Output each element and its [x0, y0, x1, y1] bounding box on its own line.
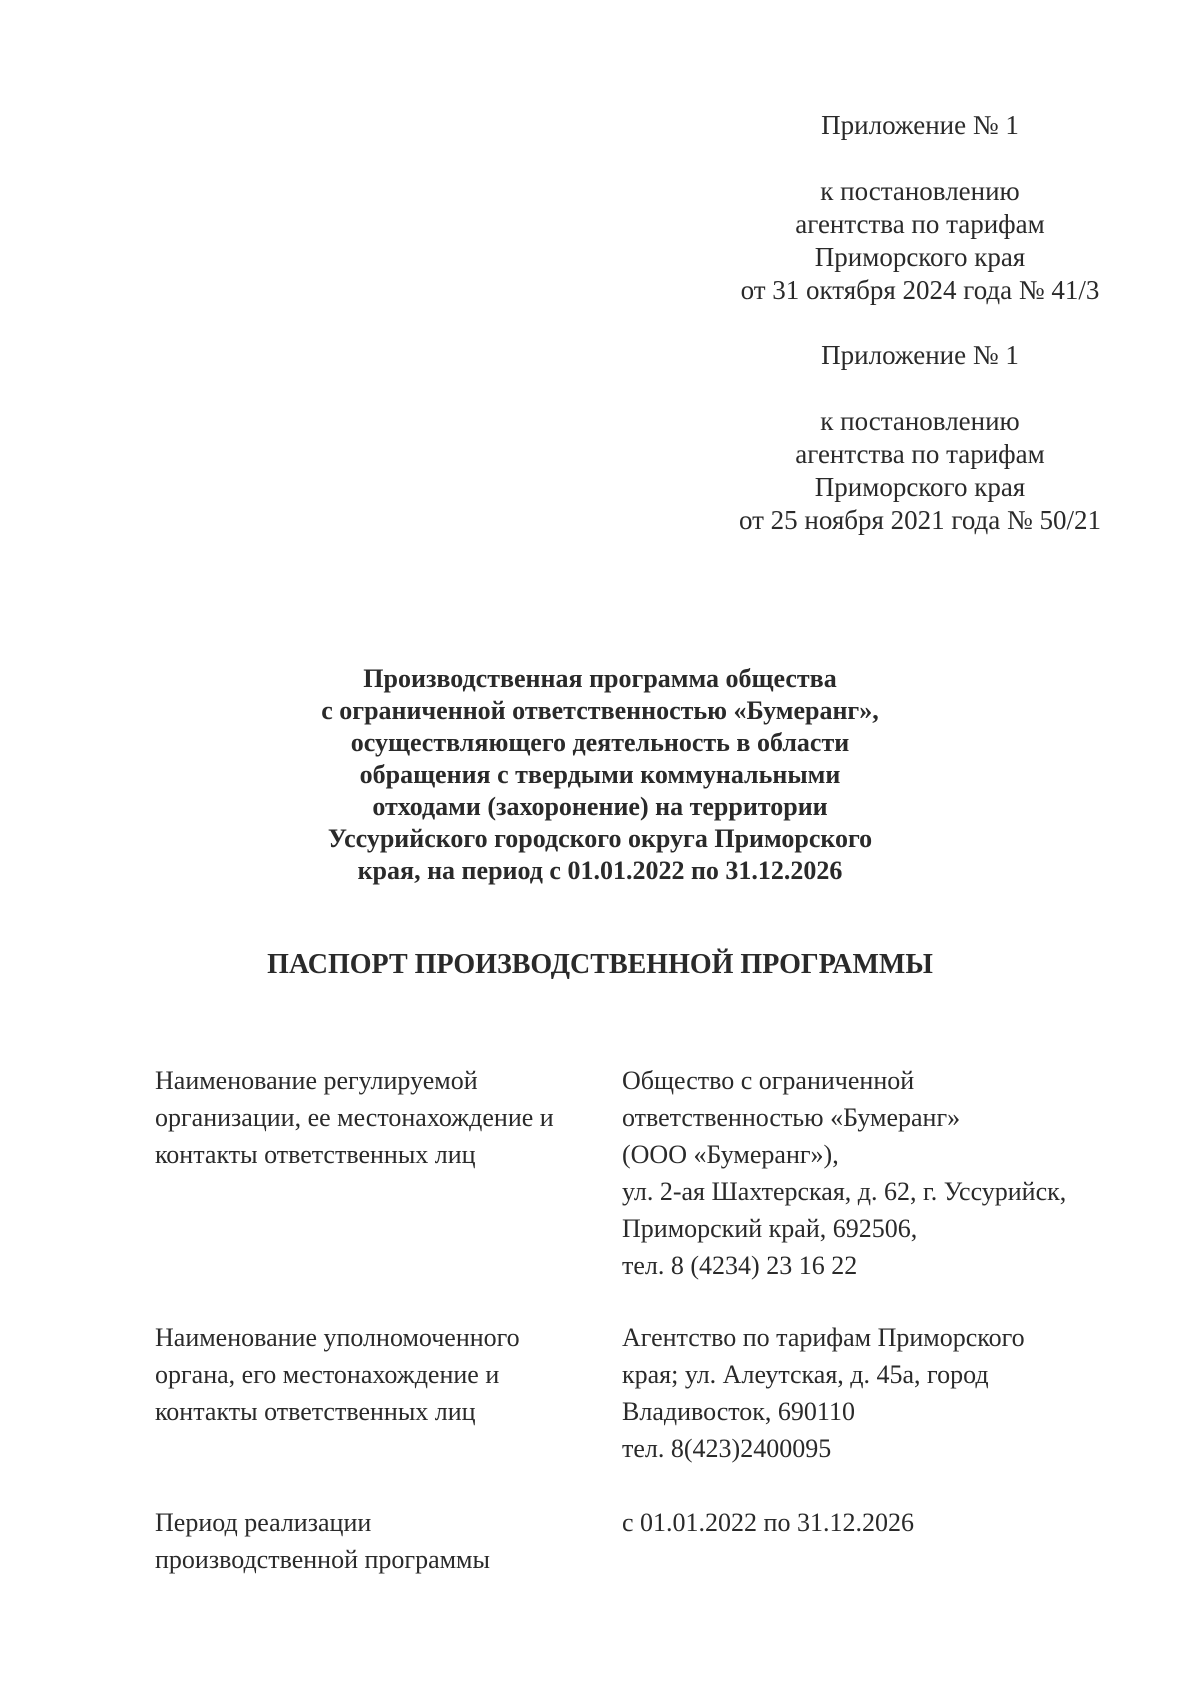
label-line: Период реализации	[155, 1508, 372, 1537]
annex-date-line: от 31 октября 2024 года № 41/3	[740, 275, 1100, 305]
annex-line: к постановлению	[820, 176, 1020, 206]
annex-date-line: от 25 ноября 2021 года № 50/21	[738, 505, 1102, 535]
annex-line: Приморского края	[814, 242, 1026, 272]
passport-row-label	[155, 1504, 615, 1578]
annex-line: агентства по тарифам	[795, 209, 1045, 239]
passport-row-label	[155, 1319, 615, 1430]
program-title-line: Уссурийского городского округа Приморского	[327, 824, 873, 853]
label-line: контакты ответственных лиц	[155, 1397, 476, 1426]
passport-row-label	[155, 1062, 615, 1173]
value-line: тел. 8 (4234) 23 16 22	[622, 1251, 858, 1280]
program-title-line: отходами (захоронение) на территории	[372, 792, 828, 821]
value-line: с 01.01.2022 по 31.12.2026	[622, 1508, 914, 1537]
label-line: Наименование уполномоченного	[155, 1323, 520, 1352]
value-line: Владивосток, 690110	[622, 1397, 855, 1426]
value-line: ответственностью «Бумеранг»	[622, 1103, 961, 1132]
passport-row-value	[622, 1504, 1132, 1541]
annex-block-2024	[720, 109, 1120, 307]
label-line: Наименование регулируемой	[155, 1066, 478, 1095]
label-line: организации, ее местонахождение и	[155, 1103, 554, 1132]
value-line: Агентство по тарифам Приморского	[622, 1323, 1025, 1352]
program-title-line: обращения с твердыми коммунальными	[359, 760, 841, 789]
value-line: тел. 8(423)2400095	[622, 1434, 832, 1463]
program-title-line: осуществляющего деятельность в области	[350, 728, 850, 757]
program-title-line: Производственная программа общества	[363, 664, 837, 693]
value-line: Общество с ограниченной	[622, 1066, 915, 1095]
annex-line: к постановлению	[820, 406, 1020, 436]
value-line: Приморский край, 692506,	[622, 1214, 918, 1243]
program-title	[280, 663, 920, 887]
value-line: (ООО «Бумеранг»),	[622, 1140, 839, 1169]
annex-block-2021	[720, 339, 1120, 537]
passport-heading: ПАСПОРТ ПРОИЗВОДСТВЕННОЙ ПРОГРАММЫ	[267, 949, 933, 980]
passport-row-value	[622, 1062, 1132, 1284]
program-title-line: с ограниченной ответственностью «Бумеранг»,	[321, 696, 879, 725]
label-line: контакты ответственных лиц	[155, 1140, 476, 1169]
annex-line: Приморского края	[814, 472, 1026, 502]
program-title-line: края, на период с 01.01.2022 по 31.12.2026	[357, 856, 843, 885]
annex-line: агентства по тарифам	[795, 439, 1045, 469]
value-line: ул. 2-ая Шахтерская, д. 62, г. Уссурийск,	[622, 1177, 1067, 1206]
annex-title: Приложение № 1	[821, 110, 1019, 140]
passport-row-value	[622, 1319, 1132, 1467]
value-line: края; ул. Алеутская, д. 45а, город	[622, 1360, 989, 1389]
label-line: органа, его местонахождение и	[155, 1360, 500, 1389]
label-line: производственной программы	[155, 1545, 490, 1574]
annex-title: Приложение № 1	[821, 340, 1019, 370]
